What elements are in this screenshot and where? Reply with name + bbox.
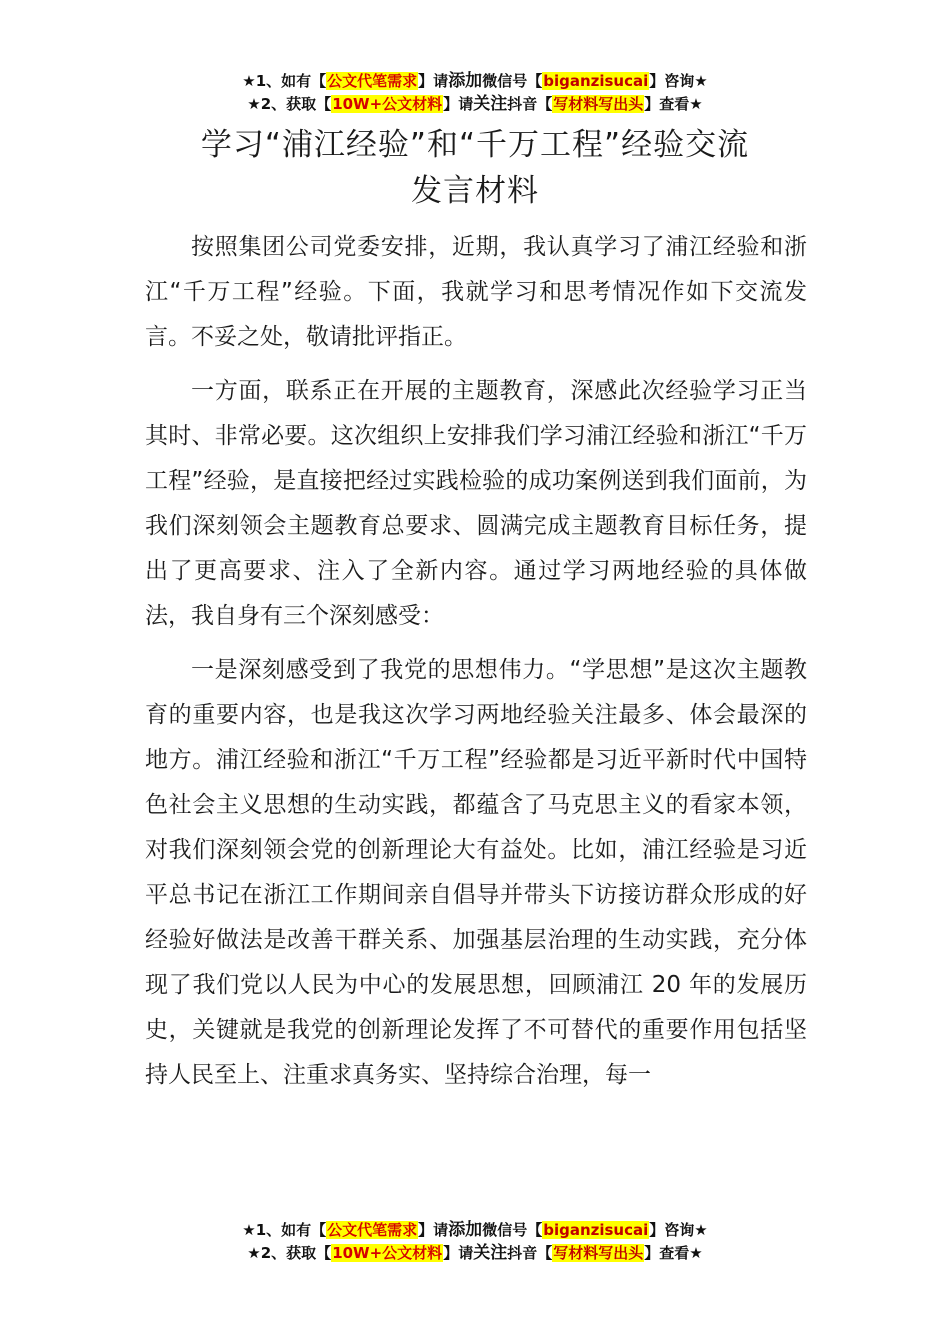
title-line-1: 学习“浦江经验”和“千万工程”经验交流: [200, 127, 750, 163]
banner-line-1: ★1、如有【公文代笔需求】请添加微信号【biganzisucai】咨询★: [242, 71, 708, 91]
banner-line-2: ★2、获取【10W+公文材料】请关注抖音【写材料写出头】查看★: [247, 94, 703, 114]
highlight-materials: 10W+公文材料: [332, 1244, 443, 1262]
banner-line-2: ★2、获取【10W+公文材料】请关注抖音【写材料写出头】查看★: [247, 1243, 703, 1263]
title-line-2: 发言材料: [411, 173, 539, 209]
paragraph: 按照集团公司党委安排，近期，我认真学习了浦江经验和浙江“千万工程”经验。下面，我就学习和思考情况作如下交流发言。不妥之处，敬请批评指正。: [145, 234, 807, 350]
highlight-materials: 10W+公文材料: [332, 95, 443, 113]
paragraph: 一方面，联系正在开展的主题教育，深感此次经验学习正当其时、非常必要。这次组织上安排我们学习浦江经验和浙江“千万工程”经验，是直接把经过实践检验的成功案例送到我们面前，为我们深刻领会主题教育总要求、圆满完成主题教育目标任务，提出了更高要求、注入了全新内容。通过学习两地经验的具体做法，我自身有三个深刻感受：: [145, 378, 807, 629]
header-banner: [0, 70, 950, 116]
highlight-ghostwriting: 公文代笔需求: [327, 72, 418, 90]
paragraph: 一是深刻感受到了我党的思想伟力。“学思想”是这次主题教育的重要内容，也是我这次学习两地经验关注最多、体会最深的地方。浦江经验和浙江“千万工程”经验都是习近平新时代中国特色社会主义思想的生动实践，都蕴含了马克思主义的看家本领，对我们深刻领会党的创新理论大有益处。比如，浦江经验是习近平总书记在浙江工作期间亲自倡导并带头下访接访群众形成的好经验好做法是改善干群关系、加强基层治理的生动实践，充分体现了我们党以人民为中心的发展思想，回顾浦江 20 年的发展历史，关键就是我党的创新理论发挥了不可替代的重要作用包括坚持人民至上、注重求真务实、坚持综合治理，每一: [145, 657, 807, 1088]
highlight-douyin: 写材料写出头: [553, 1244, 644, 1262]
footer-banner: [0, 1219, 950, 1265]
highlight-wechat-id: biganzisucai: [543, 1221, 649, 1239]
highlight-douyin: 写材料写出头: [553, 95, 644, 113]
document-body: [145, 225, 807, 1107]
document-title: [0, 122, 950, 214]
banner-line-1: ★1、如有【公文代笔需求】请添加微信号【biganzisucai】咨询★: [242, 1220, 708, 1240]
highlight-ghostwriting: 公文代笔需求: [327, 1221, 418, 1239]
highlight-wechat-id: biganzisucai: [543, 72, 649, 90]
